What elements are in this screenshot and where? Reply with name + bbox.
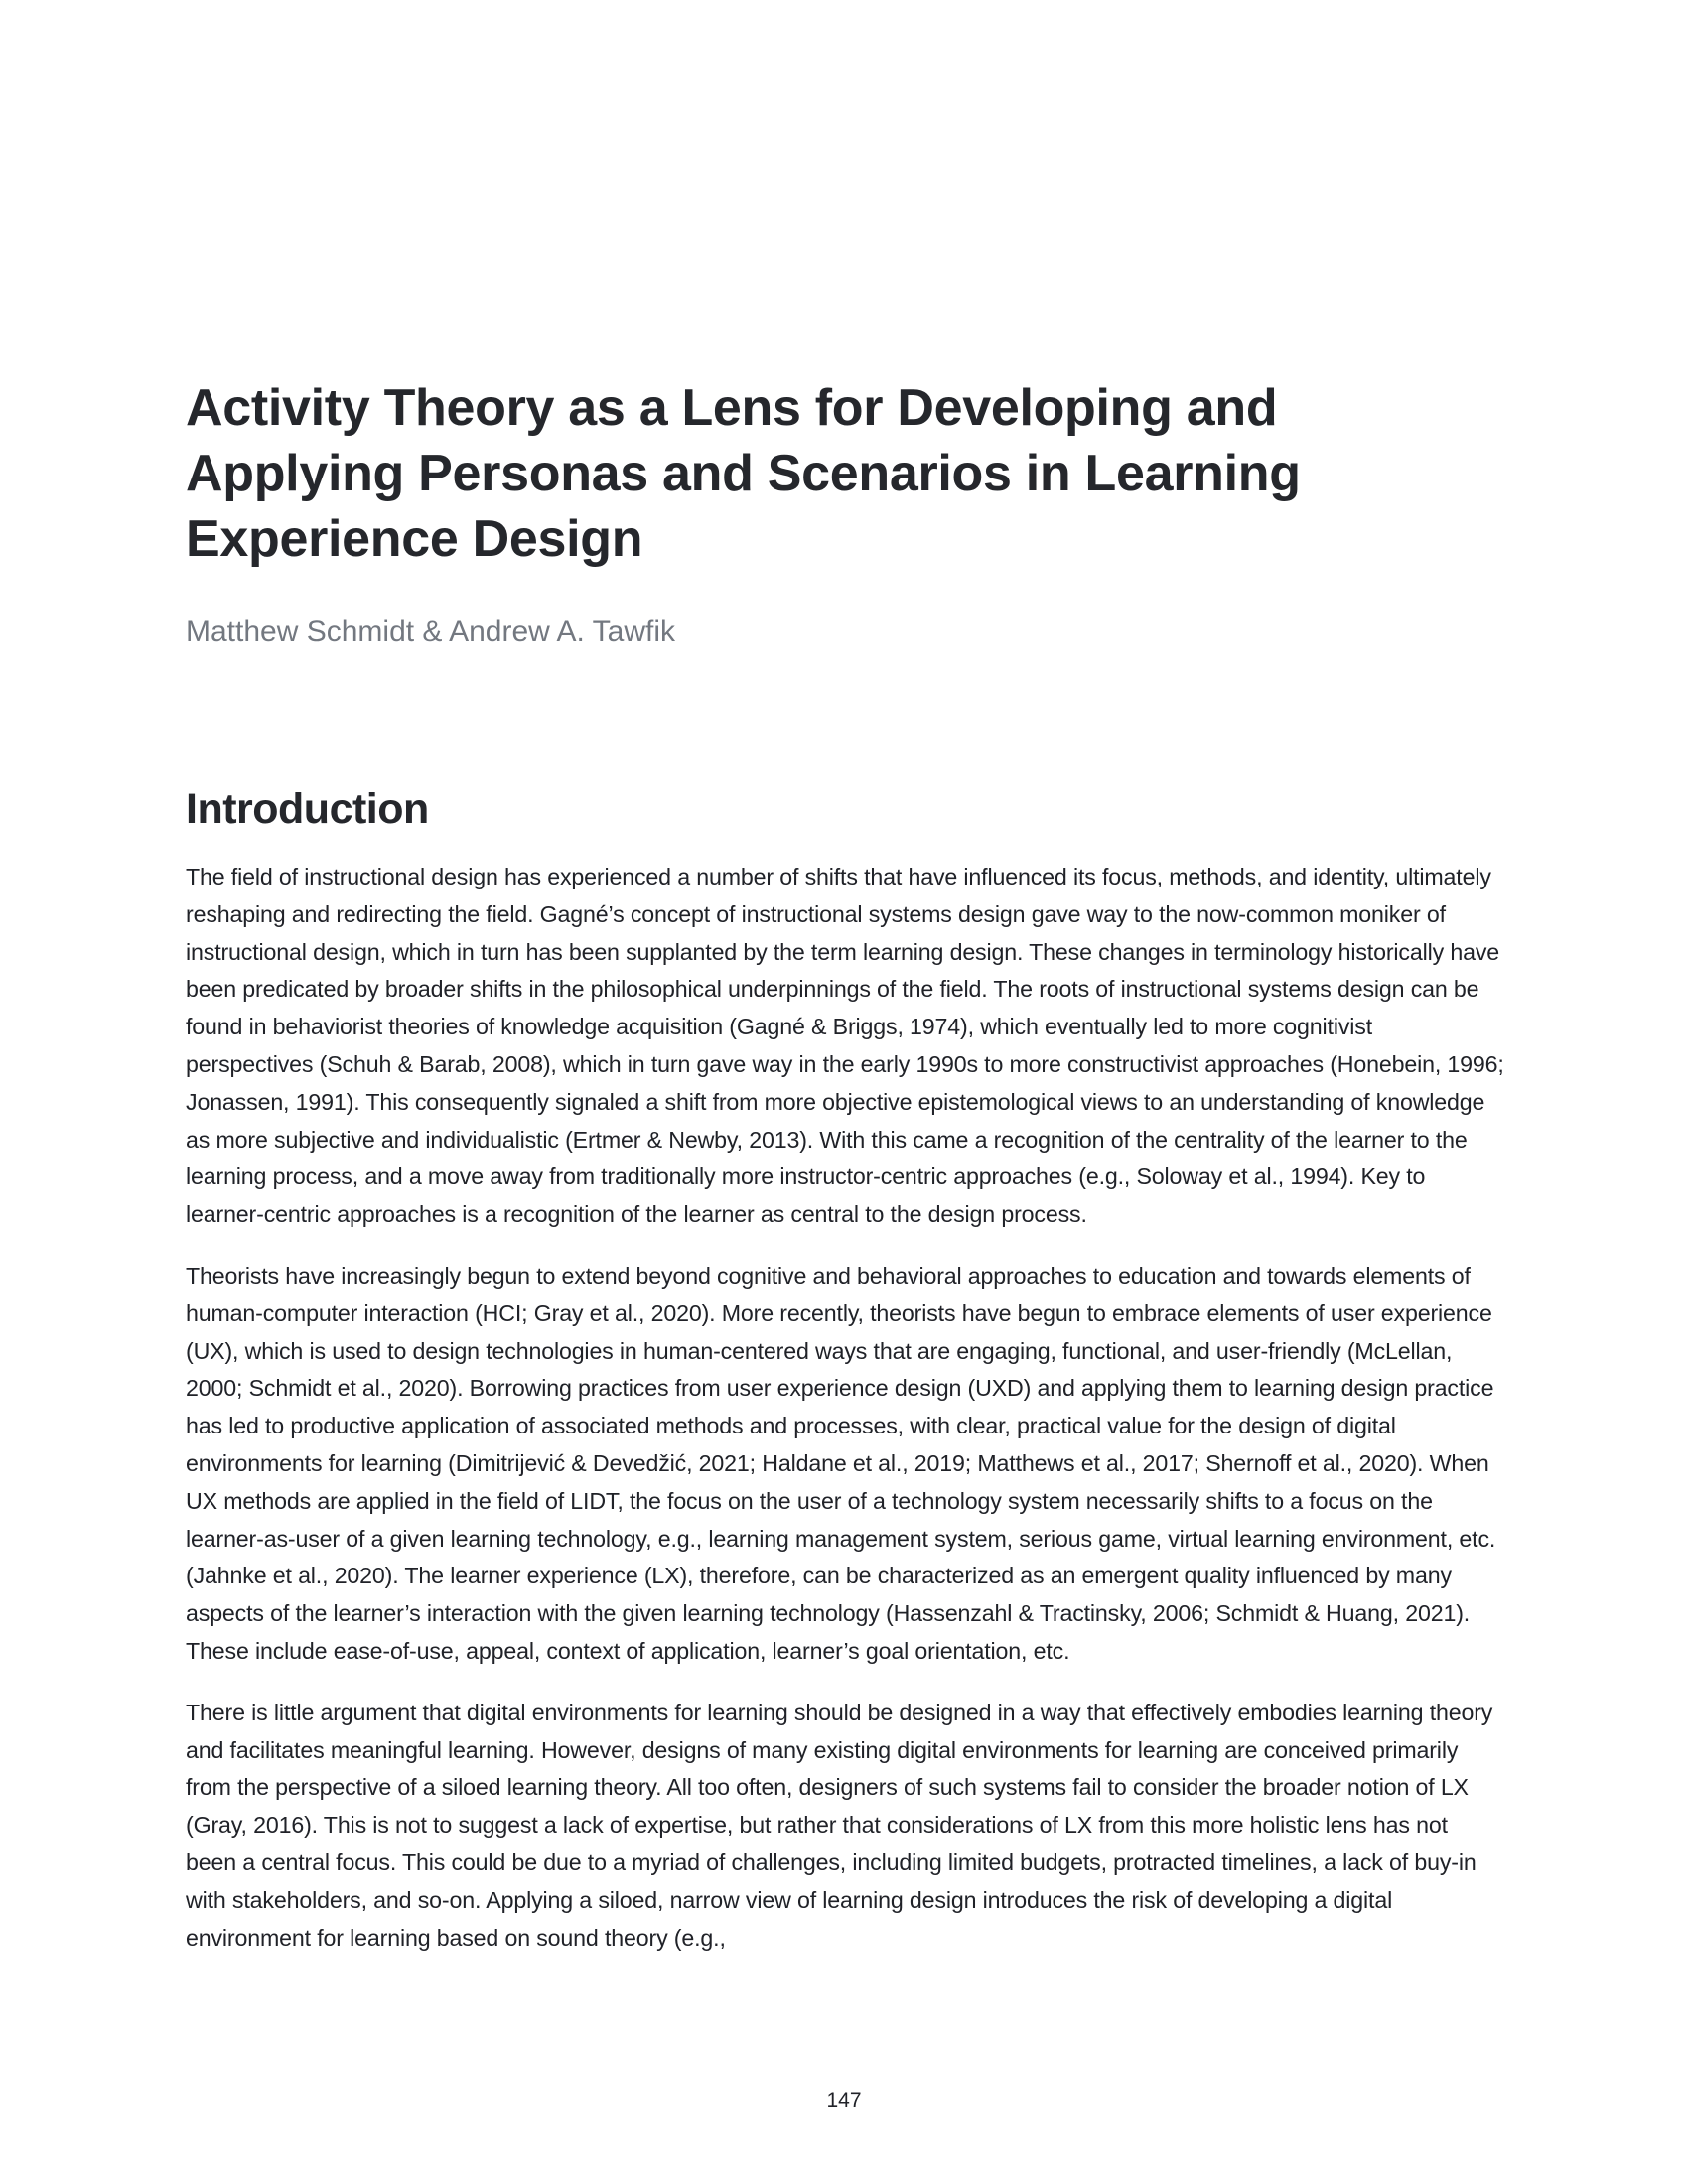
paragraph: Theorists have increasingly begun to extend beyond cognitive and behavioral approaches to education and towards elements of human-computer interaction (HCI; Gray et al., 2020). More recently, theorists have begun to embrace elements of user experience (UX), which is used to design technologies in human-centered ways that are engaging, functional, and user-friendly (McLellan, 2000; Schmidt et al., 2020). Borrowing practices from user experience design (UXD) and applying them to learning design practice has led to productive application of associated methods and processes, with clear, practical value for the design of digital environments for learning (Dimitrijević & Devedžić, 2021; Haldane et al., 2019; Matthews et al., 2017; Shernoff et al., 2020). When UX methods are applied in the field of LIDT, the focus on the user of a technology system necessarily shifts to a focus on the learner-as-user of a given learning technology, e.g., learning management system, serious game, virtual learning environment, etc. (Jahnke et al., 2020). The learner experience (LX), therefore, can be characterized as an emergent quality influenced by many aspects of the learner’s interaction with the given learning technology (Hassenzahl & Tractinsky, 2006; Schmidt & Huang, 2021). These include ease-of-use, appeal, context of application, learner’s goal orientation, etc. xyxy=(186,1262,1496,1664)
page-number: 147 xyxy=(826,2089,862,2112)
paragraph: The field of instructional design has experienced a number of shifts that have influenced its focus, methods, and identity, ultimately reshaping and redirecting the field. Gagné’s concept of instructional systems design gave way to the now-common moniker of instructional design, which in turn has been supplanted by the term learning design. These changes in terminology historically have been predicated by broader shifts in the philosophical underpinnings of the field. The roots of instructional systems design can be found in behaviorist theories of knowledge acquisition (Gagné & Briggs, 1974), which eventually led to more cognitivist perspectives (Schuh & Barab, 2008), which in turn gave way in the early 1990s to more constructivist approaches (Honebein, 1996; Jonassen, 1991). This consequently signaled a shift from more objective epistemological views to an understanding of knowledge as more subjective and individualistic (Ertmer & Newby, 2013). With this came a recognition of the centrality of the learner to the learning process, and a move away from traditionally more instructor-centric approaches (e.g., Soloway et al., 1994). Key to learner-centric approaches is a recognition of the learner as central to the design process. xyxy=(186,864,1504,1228)
paragraph: There is little argument that digital environments for learning should be designed in a way that effectively embodies learning theory and facilitates meaningful learning. However, designs of many existing digital environments for learning are conceived primarily from the perspective of a siloed learning theory. All too often, designers of such systems fail to consider the broader notion of LX (Gray, 2016). This is not to suggest a lack of expertise, but rather that considerations of LX from this more holistic lens has not been a central focus. This could be due to a myriad of challenges, including limited budgets, protracted timelines, a lack of buy-in with stakeholders, and so-on. Applying a siloed, narrow view of learning design introduces the risk of developing a digital environment for learning based on sound theory (e.g., xyxy=(186,1699,1493,1951)
chapter-authors: Matthew Schmidt & Andrew A. Tawfik xyxy=(186,615,675,648)
body-text xyxy=(186,859,1504,1980)
chapter-title: Activity Theory as a Lens for Developing and Applying Personas and Scenarios in Learning Experience Design xyxy=(186,379,1301,568)
section-heading: Introduction xyxy=(186,785,429,833)
